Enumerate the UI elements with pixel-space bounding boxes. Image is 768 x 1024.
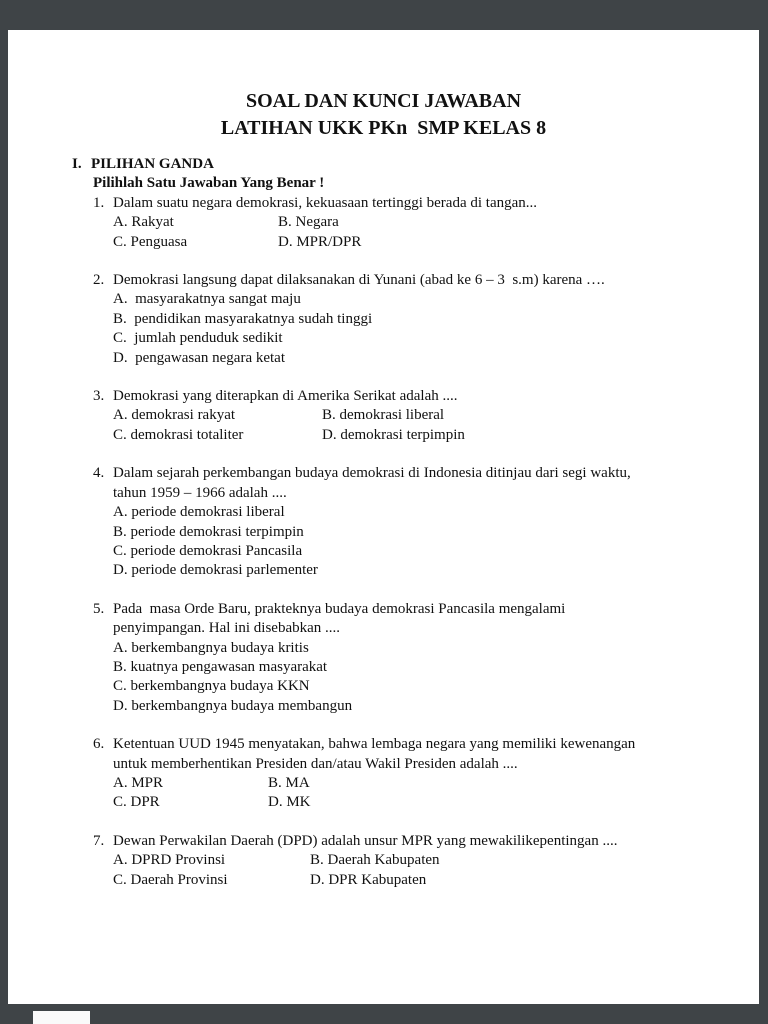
answer-option: A. berkembangnya budaya kritis	[113, 639, 309, 656]
question-2	[93, 271, 729, 368]
title-line-1: SOAL DAN KUNCI JAWABAN	[245, 90, 522, 112]
question-6	[93, 735, 729, 813]
option-row	[113, 774, 729, 793]
option-row	[113, 503, 729, 522]
answer-option: B. kuatnya pengawasan masyarakat	[113, 658, 328, 675]
question-7	[93, 832, 729, 890]
option-row	[113, 290, 729, 309]
answer-option: A. DPRD Provinsi	[113, 852, 226, 869]
answer-option: D. periode demokrasi parlementer	[113, 562, 318, 579]
option-row	[113, 851, 729, 870]
answer-option: D. DPR Kabupaten	[310, 871, 427, 888]
option-row	[113, 523, 729, 542]
question-1	[93, 194, 729, 252]
question-number: 1.	[93, 194, 105, 211]
question-list	[72, 194, 729, 890]
question-text: Dalam suatu negara demokrasi, kekuasaan tertinggi berada di tangan...	[113, 194, 538, 211]
question-text: Dalam sejarah perkembangan budaya demokrasi di Indonesia ditinjau dari segi waktu,	[113, 465, 631, 482]
answer-option: B. MA	[268, 774, 310, 791]
answer-option: C. DPR	[113, 794, 160, 811]
question-number: 5.	[93, 600, 105, 617]
answer-option: C. demokrasi totaliter	[113, 426, 244, 443]
question-text: Dewan Perwakilan Daerah (DPD) adalah unsur MPR yang mewakilikepentingan ....	[113, 832, 618, 849]
question-text: Pada masa Orde Baru, prakteknya budaya demokrasi Pancasila mengalami	[113, 600, 566, 617]
answer-option: A. Rakyat	[113, 214, 174, 231]
document-title	[8, 30, 759, 142]
question-5	[93, 600, 729, 716]
option-row	[113, 406, 729, 425]
question-number: 2.	[93, 272, 105, 289]
question-number: 6.	[93, 736, 105, 753]
option-row	[113, 658, 729, 677]
question-body	[113, 600, 729, 716]
option-row	[113, 426, 729, 445]
question-text: tahun 1959 – 1966 adalah ....	[113, 484, 287, 501]
option-row	[113, 542, 729, 561]
question-number: 3.	[93, 388, 105, 405]
answer-option: D. MPR/DPR	[278, 233, 362, 250]
answer-option: B. pendidikan masyarakatnya sudah tinggi	[113, 310, 373, 327]
section-heading	[72, 155, 729, 174]
option-row	[113, 793, 729, 812]
answer-option: A. periode demokrasi liberal	[113, 504, 285, 521]
question-3	[93, 387, 729, 445]
option-row	[113, 677, 729, 696]
answer-option: A. demokrasi rakyat	[113, 407, 236, 424]
option-row	[113, 310, 729, 329]
option-row	[113, 561, 729, 580]
option-row	[113, 329, 729, 348]
question-text: Demokrasi yang diterapkan di Amerika Serikat adalah ....	[113, 388, 458, 405]
next-page-corner	[33, 1011, 90, 1024]
option-row	[113, 871, 729, 890]
question-number: 4.	[93, 465, 105, 482]
answer-option: B. demokrasi liberal	[322, 407, 445, 424]
option-row	[113, 233, 729, 252]
answer-option: D. pengawasan negara ketat	[113, 349, 286, 366]
question-text: penyimpangan. Hal ini disebabkan ....	[113, 620, 341, 637]
answer-option: B. Daerah Kabupaten	[310, 852, 440, 869]
answer-option: C. berkembangnya budaya KKN	[113, 678, 310, 695]
question-text: Ketentuan UUD 1945 menyatakan, bahwa lembaga negara yang memiliki kewenangan	[113, 736, 636, 753]
question-body	[113, 464, 729, 580]
answer-option: B. periode demokrasi terpimpin	[113, 523, 304, 540]
question-body	[113, 271, 729, 368]
question-text: untuk memberhentikan Presiden dan/atau Wakil Presiden adalah ....	[113, 755, 518, 772]
answer-option: D. demokrasi terpimpin	[322, 426, 465, 443]
section-instruction: Pilihlah Satu Jawaban Yang Benar !	[93, 175, 325, 192]
question-number: 7.	[93, 832, 105, 849]
question-body	[113, 735, 729, 813]
question-body	[113, 832, 729, 890]
answer-option: B. Negara	[278, 214, 339, 231]
answer-option: C. Penguasa	[113, 233, 188, 250]
section-title: PILIHAN GANDA	[91, 156, 214, 172]
option-row	[113, 213, 729, 232]
option-row	[113, 639, 729, 658]
option-row	[113, 697, 729, 716]
document-body	[8, 142, 759, 890]
answer-option: D. MK	[268, 794, 311, 811]
option-row	[113, 349, 729, 368]
question-body	[113, 194, 729, 252]
answer-option: D. berkembangnya budaya membangun	[113, 697, 353, 714]
question-text: Demokrasi langsung dapat dilaksanakan di Yunani (abad ke 6 – 3 s.m) karena ….	[113, 272, 605, 289]
question-4	[93, 464, 729, 580]
answer-option: A. MPR	[113, 774, 164, 791]
answer-option: C. jumlah penduduk sedikit	[113, 330, 283, 347]
title-line-2: LATIHAN UKK PKn SMP KELAS 8	[220, 117, 547, 139]
question-body	[113, 387, 729, 445]
document-page	[8, 30, 759, 1004]
answer-option: C. Daerah Provinsi	[113, 871, 228, 888]
answer-option: A. masyarakatnya sangat maju	[113, 291, 301, 308]
section-numeral: I.	[72, 156, 82, 172]
answer-option: C. periode demokrasi Pancasila	[113, 542, 303, 559]
